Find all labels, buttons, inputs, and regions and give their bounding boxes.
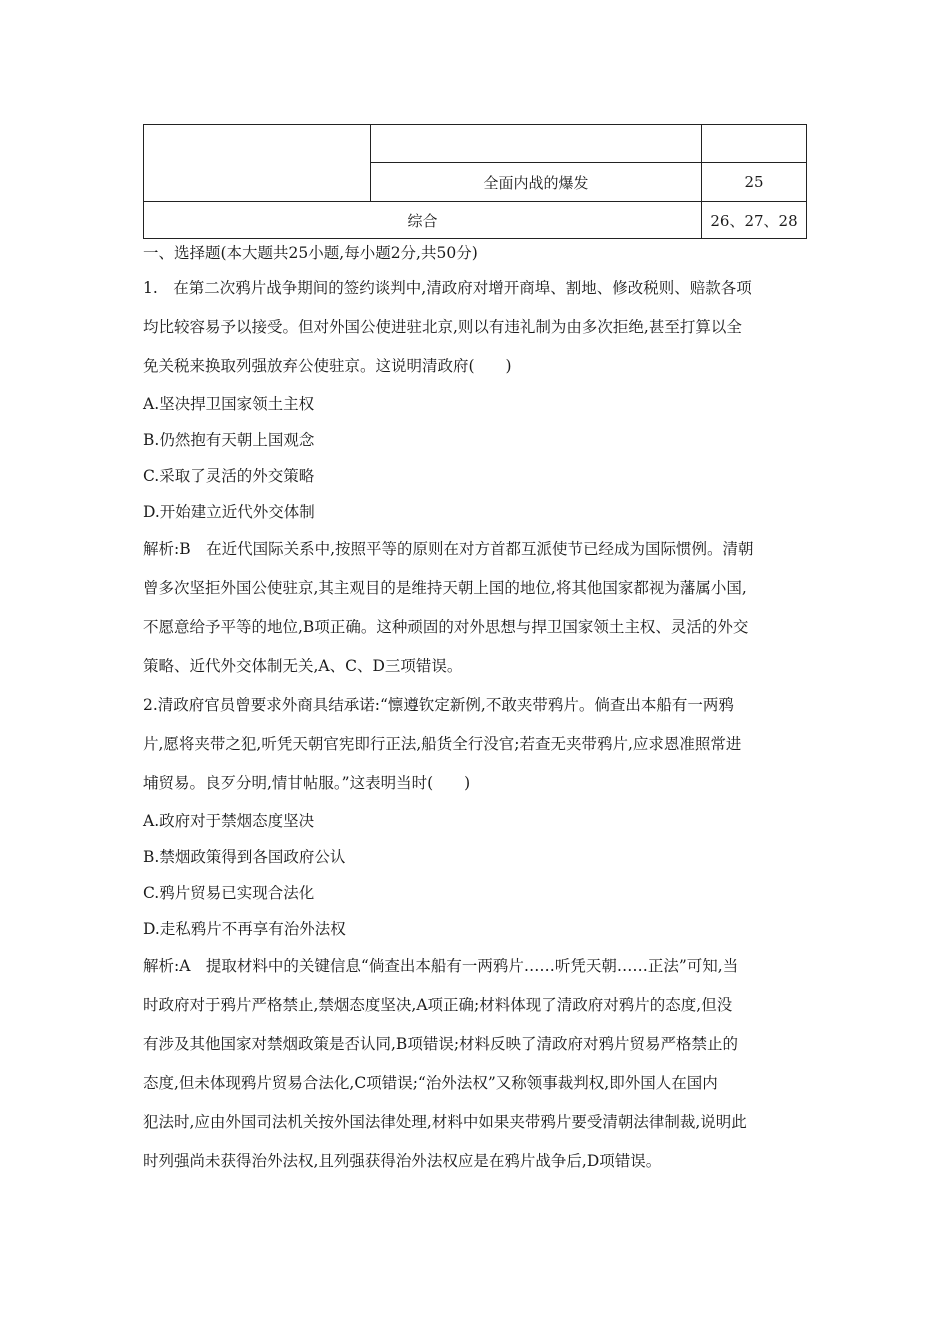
question-stem-line: 片,愿将夹带之犯,听凭天朝官宪即行正法,船货全行没官;若查无夹带鸦片,应求恩准照常进 <box>143 735 742 753</box>
analysis-line: 解析:A 提取材料中的关键信息“倘查出本船有一两鸦片……听凭天朝……正法”可知,当 <box>143 957 739 975</box>
table-cell-empty <box>144 125 371 202</box>
question-stem-line: 2.清政府官员曾要求外商具结承诺:“懔遵钦定新例,不敢夹带鸦片。倘查出本船有一两鸦 <box>143 696 734 714</box>
table-row <box>144 202 807 239</box>
option-a: A.政府对于禁烟态度坚决 <box>143 812 315 830</box>
analysis-line: 时政府对于鸦片严格禁止,禁烟态度坚决,A项正确;材料体现了清政府对鸦片的态度,但没 <box>143 996 733 1014</box>
analysis-line: 态度,但未体现鸦片贸易合法化,C项错误;“治外法权”又称领事裁判权,即外国人在国内 <box>143 1074 718 1092</box>
option-d: D.开始建立近代外交体制 <box>143 503 315 521</box>
analysis-line: 不愿意给予平等的地位,B项正确。这种顽固的对外思想与捍卫国家领土主权、灵活的外交 <box>143 618 749 636</box>
question-content <box>143 240 808 1181</box>
section-header: 一、选择题(本大题共25小题,每小题2分,共50分) <box>143 244 478 262</box>
table-cell-title <box>371 125 702 163</box>
table-cell-title: 全面内战的爆发 <box>371 163 702 202</box>
option-c: C.采取了灵活的外交策略 <box>143 467 315 485</box>
analysis-line: 解析:B 在近代国际关系中,按照平等的原则在对方首都互派使节已经成为国际惯例。清朝 <box>143 540 754 558</box>
question-stem-line: 埔贸易。良歹分明,情甘帖服。”这表明当时( ) <box>143 774 471 792</box>
question-stem-line: 1. 在第二次鸦片战争期间的签约谈判中,清政府对增开商埠、割地、修改税则、赔款各项 <box>143 279 752 297</box>
option-d: D.走私鸦片不再享有治外法权 <box>143 920 346 938</box>
table-row <box>144 125 807 163</box>
analysis-line: 有涉及其他国家对禁烟政策是否认同,B项错误;材料反映了清政府对鸦片贸易严格禁止的 <box>143 1035 739 1053</box>
table-cell-number <box>702 125 807 163</box>
option-b: B.仍然抱有天朝上国观念 <box>143 431 315 449</box>
question-1 <box>143 269 808 686</box>
analysis-line: 策略、近代外交体制无关,A、C、D三项错误。 <box>143 657 463 675</box>
table-cell-number: 25 <box>702 163 807 202</box>
analysis-line: 时列强尚未获得治外法权,且列强获得治外法权应是在鸦片战争后,D项错误。 <box>143 1152 662 1170</box>
question-stem-line: 免关税来换取列强放弃公使驻京。这说明清政府( ) <box>143 357 512 375</box>
question-stem-line: 均比较容易予以接受。但对外国公使进驻北京,则以有违礼制为由多次拒绝,甚至打算以全 <box>143 318 742 336</box>
table-cell-summary-number: 26、27、28 <box>702 202 807 239</box>
option-a: A.坚决捍卫国家领土主权 <box>143 395 315 413</box>
option-b: B.禁烟政策得到各国政府公认 <box>143 848 346 866</box>
table-cell-summary-label: 综合 <box>144 202 702 239</box>
topic-table <box>143 124 807 239</box>
analysis-line: 犯法时,应由外国司法机关按外国法律处理,材料中如果夹带鸦片要受清朝法律制裁,说明此 <box>143 1113 747 1131</box>
option-c: C.鸦片贸易已实现合法化 <box>143 884 315 902</box>
question-2 <box>143 686 808 1181</box>
analysis-line: 曾多次坚拒外国公使驻京,其主观目的是维持天朝上国的地位,将其他国家都视为藩属小国, <box>143 579 747 597</box>
